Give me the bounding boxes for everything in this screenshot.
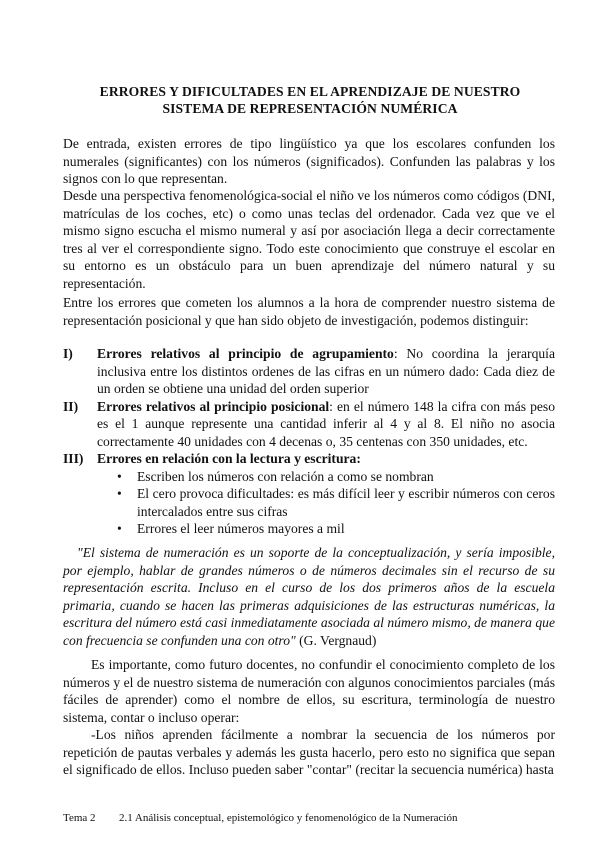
title-line-1: ERRORES Y DIFICULTADES EN EL APRENDIZAJE DE NUESTRO [99, 84, 521, 99]
bullet-icon: • [117, 486, 122, 501]
document-title [60, 83, 560, 117]
list-item [63, 345, 555, 398]
bullet-item [97, 485, 555, 520]
list-item [63, 398, 555, 451]
list-heading: Errores en relación con la lectura y escritura: [97, 451, 361, 466]
bullet-item [97, 468, 555, 486]
bullet-text: El cero provoca dificultades: es más difícil leer y escribir números con ceros intercalados entre sus cifras [137, 486, 555, 519]
bullet-text: Errores el leer números mayores a mil [137, 521, 345, 536]
bullet-icon: • [117, 468, 122, 484]
paragraph-2: Desde una perspectiva fenomenológica-social el niño ve los números como códigos (DNI, matrículas de los coches, etc) o como unas teclas del ordenador. Cada vez que ve el mismo signo escucha el mismo numeral y así por asociación llega a decir correctamente tres al ver el correspondiente signo. Todo este conocimiento que construye el escolar en su entorno es un obstáculo para un buen aprendizaje del número natural y su representación. [63, 188, 555, 291]
list-item [63, 450, 555, 538]
list-heading: Errores relativos al principio posicional [97, 398, 330, 414]
error-list [63, 345, 555, 538]
paragraph-4: Es importante, como futuro docentes, no confundir el conocimiento completo de los números y el de nuestro sistema de numeración con algunos conocimientos parciales (más fáciles de aprender) como el nombre de ellos, su escritura, terminología de nuestro sistema, contar o incluso operar: [63, 657, 555, 725]
list-number: II) [63, 398, 79, 414]
list-text: : en el número 148 la cifra con más peso es el 1 aunque represente una cantidad inferir al 4 y al 8. El niño no asocia correctamente 40 unidades con 4 decenas o, 35 centenas con 350 unidades, etc. [97, 398, 555, 449]
bullet-item [97, 520, 555, 538]
bullet-text: Escriben los números con relación a como se nombran [137, 468, 434, 484]
footer-right: 2.1 Análisis conceptual, epistemológico y fenomenológico de la Numeración [119, 812, 458, 824]
title-line-2: SISTEMA DE REPRESENTACIÓN NUMÉRICA [162, 101, 458, 116]
list-heading: Errores relativos al principio de agrupamiento [97, 346, 394, 361]
list-number: I) [63, 346, 73, 361]
list-number: III) [63, 451, 84, 466]
vergnaud-quote [63, 544, 555, 649]
footer-left: Tema 2 [63, 812, 96, 824]
paragraph-5: -Los niños aprenden fácilmente a nombrar la secuencia de los números por repetición de pautas verbales y además les gusta hacerlo, pero esto no significa que sepan el significado de ellos. Incluso pueden saber "contar" (recitar la secuencia numérica) hasta [63, 727, 555, 777]
list-text: : No coordina la jerarquía inclusiva entre los distintos ordenes de las cifras en un número dado: Cada diez de un orden se obtiene una unidad del orden superior [97, 346, 555, 396]
quote-author: (G. Vergnaud) [295, 632, 377, 648]
paragraph-3: Entre los errores que cometen los alumnos a la hora de comprender nuestro sistema de representación posicional y que han sido objeto de investigación, podemos distinguir: [63, 295, 555, 328]
quote-text: "El sistema de numeración es un soporte de la conceptualización, y sería imposible, por ejemplo, hablar de grandes números o de números decimales sin el recurso de su representación escrita. Incluso en el curso de los dos primeros años de la escuela primaria, cuando se hacen las primeras adquisiciones de las estructuras numéricas, la escritura del número está casi inmediatamente asociada al número mismo, de manera que con frecuencia se confunden una con otro" [63, 545, 555, 648]
bullet-icon: • [117, 521, 122, 536]
paragraph-1: De entrada, existen errores de tipo lingüístico ya que los escolares confunden los numerales (significantes) con los números (significados). Confunden las palabras y los signos con lo que representan. [63, 136, 555, 186]
